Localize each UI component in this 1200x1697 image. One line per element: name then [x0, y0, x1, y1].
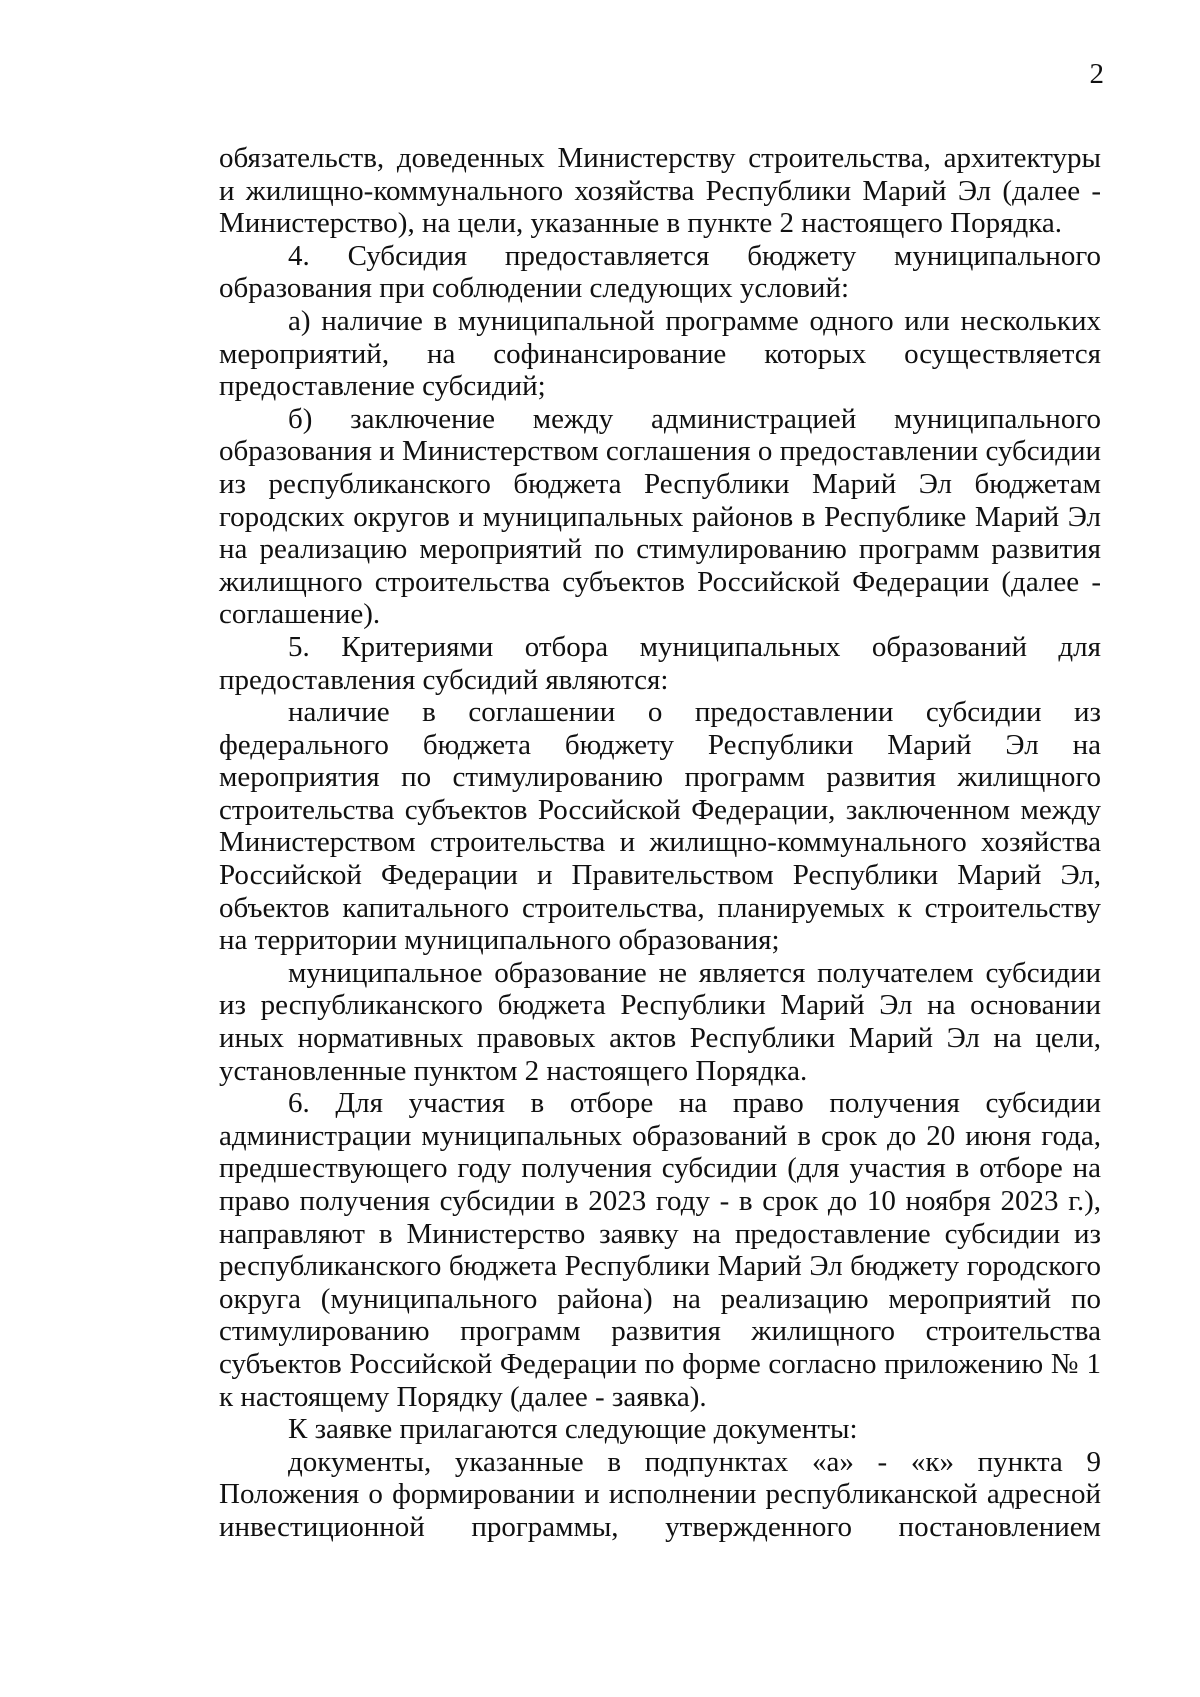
page-number: 2	[1089, 58, 1104, 90]
paragraph-obligations-continued: обязательств, доведенных Министерству строительства, архитектуры и жилищно-коммунального хозяйства Республики Марий Эл (далее - Министерство), на цели, указанные в пункте 2 настоящего Порядка.	[219, 142, 1101, 240]
paragraph-criterion-1: наличие в соглашении о предоставлении субсидии из федерального бюджета бюджету Республики Марий Эл на мероприятия по стимулированию программ развития жилищного строительства субъектов Российской Федерации, заключенном между Министерством строительства и жилищно-коммунального хозяйства Российской Федерации и Правительством Республики Марий Эл, объектов капитального строительства, планируемых к строительству на территории муниципального образования;	[219, 696, 1101, 957]
paragraph-item-6: 6. Для участия в отборе на право получения субсидии администрации муниципальных образований в срок до 20 июня года, предшествующего году получения субсидии (для участия в отборе на право получения субсидии в 2023 году - в срок до 10 ноября 2023 г.), направляют в Министерство заявку на предоставление субсидии из республиканского бюджета Республики Марий Эл бюджету городского округа (муниципального района) на реализацию мероприятий по стимулированию программ развития жилищного строительства субъектов Российской Федерации по форме согласно приложению № 1 к настоящему Порядку (далее - заявка).	[219, 1087, 1101, 1413]
paragraph-item-5: 5. Критериями отбора муниципальных образований для предоставления субсидий являются:	[219, 630, 1101, 696]
paragraph-condition-b: б) заключение между администрацией муниципального образования и Министерством соглашения о предоставлении субсидии из республиканского бюджета Республики Марий Эл бюджетам городских округов и муниципальных районов в Республике Марий Эл на реализацию мероприятий по стимулированию программ развития жилищного строительства субъектов Российской Федерации (далее - соглашение).	[219, 402, 1101, 631]
paragraph-attachments-intro: К заявке прилагаются следующие документы:	[288, 1413, 858, 1446]
paragraph-attachments-documents: документы, указанные в подпунктах «а» - «к» пункта 9 Положения о формировании и исполнении республиканской адресной инвестиционной программы, утвержденного постановлением	[219, 1445, 1101, 1543]
paragraph-criterion-2: муниципальное образование не является получателем субсидии из республиканского бюджета Республики Марий Эл на основании иных нормативных правовых актов Республики Марий Эл на цели, установленные пунктом 2 настоящего Порядка.	[219, 956, 1101, 1087]
paragraph-item-4: 4. Субсидия предоставляется бюджету муниципального образования при соблюдении следующих условий:	[219, 239, 1101, 305]
document-body	[219, 142, 1101, 1544]
paragraph-condition-a: а) наличие в муниципальной программе одного или нескольких мероприятий, на софинансирование которых осуществляется предоставление субсидий;	[219, 304, 1101, 403]
